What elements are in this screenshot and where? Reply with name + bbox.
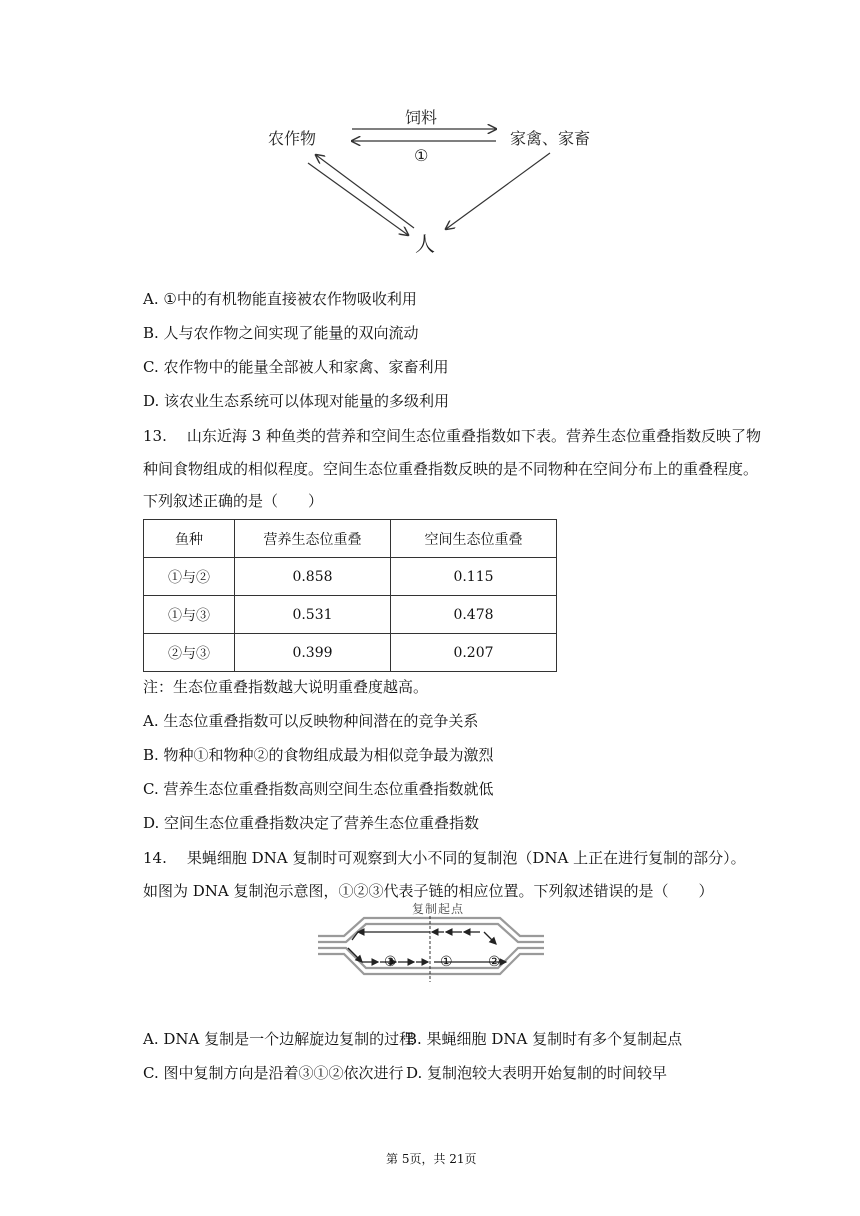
q13-stem-line3: 下列叙述正确的是（ ）: [143, 492, 324, 510]
table-cell: 0.207: [391, 634, 557, 672]
arrow-livestock-to-people: [446, 153, 550, 229]
q14-stem-text1: 果蝇细胞 DNA 复制时可观察到大小不同的复制泡（DNA 上正在进行复制的部分）。: [186, 849, 746, 867]
strand-label-2: ②: [488, 954, 501, 970]
q13-number: 13.: [143, 427, 167, 445]
q12-option-d: D. 该农业生态系统可以体现对能量的多级利用: [143, 392, 450, 410]
q12-option-b: B. 人与农作物之间实现了能量的双向流动: [143, 324, 419, 342]
q14-option-b: B. 果蝇细胞 DNA 复制时有多个复制起点: [406, 1030, 683, 1048]
q14-option-d: D. 复制泡较大表明开始复制的时间较早: [406, 1064, 668, 1082]
q13-note: 注：生态位重叠指数越大说明重叠度越高。: [143, 678, 429, 696]
replication-bubble-diagram: [318, 902, 544, 988]
table-cell: ①与②: [144, 558, 235, 596]
q13-option-d: D. 空间生态位重叠指数决定了营养生态位重叠指数: [143, 814, 480, 832]
arrow-people-to-crops: [316, 155, 414, 228]
label-circle-1: ①: [414, 146, 429, 165]
table-cell: 0.478: [391, 596, 557, 634]
table-row: [144, 558, 557, 596]
table-cell: 0.858: [235, 558, 391, 596]
q13-option-b: B. 物种①和物种②的食物组成最为相似竞争最为激烈: [143, 746, 494, 764]
label-feed: 饲料: [405, 108, 438, 127]
origin-label: 复制起点: [412, 902, 465, 916]
node-livestock: 家禽、家畜: [510, 129, 591, 148]
q13-stem-line1: [143, 425, 761, 447]
arrow-crops-to-people: [308, 163, 408, 235]
page-footer: 第 5页，共 21页: [386, 1152, 477, 1166]
table-row: [144, 634, 557, 672]
node-crops: 农作物: [268, 129, 317, 148]
q14-option-a: A. DNA 复制是一个边解旋边复制的过程: [143, 1030, 415, 1048]
q14-stem-line1: [143, 847, 746, 869]
energy-flow-diagram: [260, 95, 600, 255]
table-header-row: [144, 520, 557, 558]
q13-option-a: A. 生态位重叠指数可以反映物种间潜在的竞争关系: [143, 712, 479, 730]
table-cell: ①与③: [144, 596, 235, 634]
q14-stem-line2: 如图为 DNA 复制泡示意图，①②③代表子链的相应位置。下列叙述错误的是（ ）: [143, 882, 714, 900]
strand-label-3: ③: [384, 954, 397, 970]
q14-number: 14.: [143, 849, 167, 867]
q12-option-a: A. ①中的有机物能直接被农作物吸收利用: [143, 290, 417, 308]
table-cell: ②与③: [144, 634, 235, 672]
table-header-cell: 空间生态位重叠: [391, 520, 557, 558]
table-header-cell: 营养生态位重叠: [235, 520, 391, 558]
table-row: [144, 596, 557, 634]
q13-stem-line2: 种间食物组成的相似程度。空间生态位重叠指数反映的是不同物种在空间分布上的重叠程度。: [143, 460, 759, 478]
strand-label-1: ①: [440, 954, 453, 970]
node-people: 人: [415, 232, 435, 256]
q13-option-c: C. 营养生态位重叠指数高则空间生态位重叠指数就低: [143, 780, 494, 798]
q13-stem-text1: 山东近海 3 种鱼类的营养和空间生态位重叠指数如下表。营养生态位重叠指数反映了物: [186, 427, 761, 445]
table-cell: 0.115: [391, 558, 557, 596]
fish-overlap-table: [143, 519, 557, 672]
q12-option-c: C. 农作物中的能量全部被人和家禽、家畜利用: [143, 358, 449, 376]
table-header-cell: 鱼种: [144, 520, 235, 558]
q14-option-c: C. 图中复制方向是沿着③①②依次进行: [143, 1064, 404, 1082]
table-cell: 0.399: [235, 634, 391, 672]
table-cell: 0.531: [235, 596, 391, 634]
